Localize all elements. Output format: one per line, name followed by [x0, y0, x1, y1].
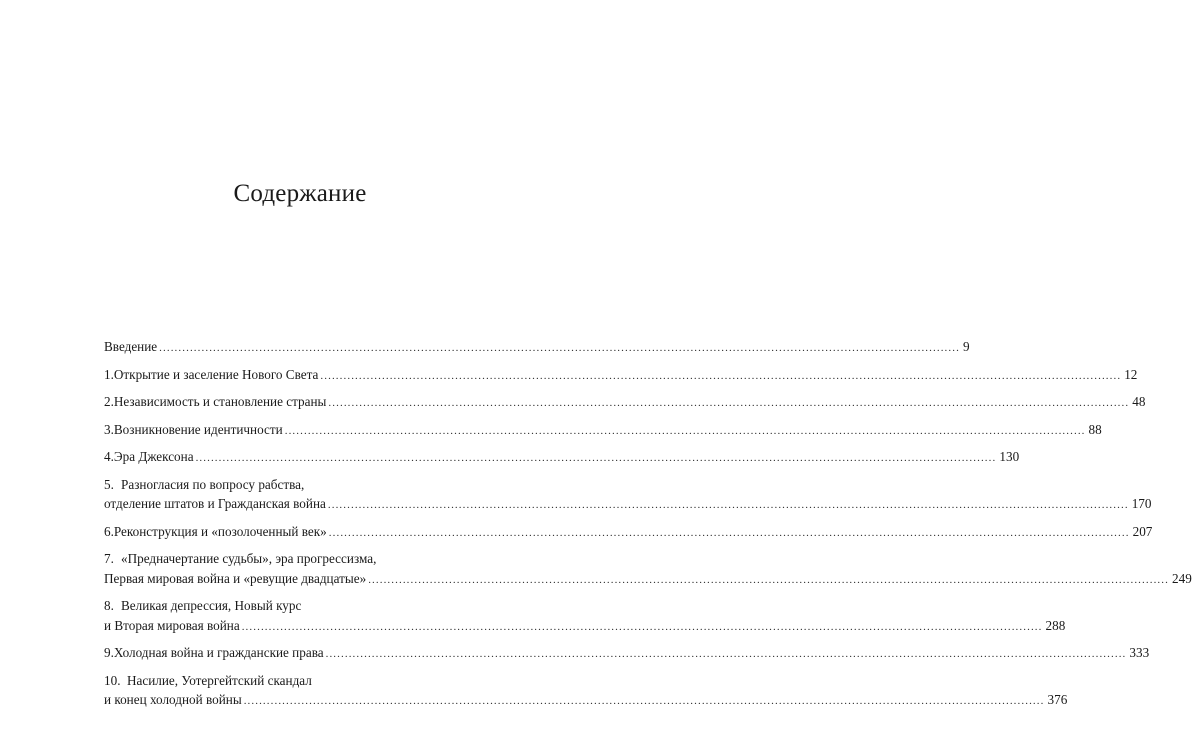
- toc-entry-title-line-2: и Вторая мировая война: [104, 617, 240, 633]
- toc-entry-title: Эра Джексона: [113, 449, 194, 464]
- toc-page-number: 333: [1129, 645, 1150, 660]
- dot-leader: ................................................................................................................................................................................................................: [325, 648, 1127, 660]
- toc-entry-title: Открытие и заселение Нового Света: [113, 366, 319, 382]
- dot-leader: ................................................................................................................................................................................................................: [195, 452, 997, 464]
- toc-chapter-number: 1.: [104, 366, 114, 382]
- toc-chapter-number: 4.: [104, 449, 114, 464]
- toc-entry-title-line-2: отделение штатов и Гражданская война: [104, 496, 326, 511]
- toc-chapter-number: 3.: [104, 421, 114, 437]
- dot-leader: ................................................................................................................................................................................................................: [327, 499, 1129, 511]
- toc-entry-title: Холодная война и гражданские права: [113, 645, 324, 660]
- toc-entry-chapter-10[interactable]: [104, 671, 1068, 710]
- dot-leader: ................................................................................................................................................................................................................: [320, 369, 1122, 382]
- toc-chapter-number: 9.: [104, 645, 114, 660]
- dot-leader: ................................................................................................................................................................................................................: [159, 342, 960, 354]
- toc-page-number: 9: [962, 339, 970, 354]
- toc-page-number: 249: [1172, 570, 1192, 586]
- toc-entry-chapter-7[interactable]: [104, 549, 1192, 588]
- dot-leader: ................................................................................................................................................................................................................: [328, 526, 1130, 539]
- toc-entry-chapter-8[interactable]: [104, 596, 1066, 635]
- dot-leader: ................................................................................................................................................................................................................: [241, 620, 1043, 633]
- toc-page-number: 48: [1132, 394, 1146, 409]
- toc-chapter-number: 7.: [104, 551, 114, 566]
- toc-entry-introduction[interactable]: [104, 337, 970, 357]
- toc-chapter-number: 5.: [104, 476, 114, 492]
- toc-entry-title-line-2: и конец холодной войны: [104, 692, 242, 707]
- toc-page-number: 207: [1132, 523, 1153, 539]
- toc-entry-chapter-4[interactable]: [104, 447, 1020, 467]
- toc-entry-chapter-9[interactable]: [104, 643, 1150, 663]
- toc-entry-title-line-1: «Предначертание судьбы», эра прогрессизма,: [121, 551, 377, 566]
- dot-leader: ................................................................................................................................................................................................................: [284, 424, 1086, 437]
- toc-page-number: 288: [1045, 617, 1066, 633]
- toc-entry-chapter-2[interactable]: [104, 392, 1146, 412]
- toc-page-number: 88: [1088, 421, 1102, 437]
- toc-entry-title: Возникновение идентичности: [113, 421, 283, 437]
- toc-page-number: 12: [1124, 366, 1138, 382]
- toc-entry-chapter-5[interactable]: [104, 475, 1152, 514]
- page-title: Содержание: [233, 180, 367, 207]
- toc-chapter-number: 8.: [104, 598, 114, 613]
- toc-entry-title: Независимость и становление страны: [113, 394, 327, 409]
- toc-entry-title: Введение: [104, 339, 158, 354]
- dot-leader: ................................................................................................................................................................................................................: [368, 573, 1169, 586]
- table-of-contents: [104, 337, 1192, 710]
- toc-chapter-number: 2.: [104, 394, 114, 409]
- toc-entry-title-line-1: Насилие, Уотергейтский скандал: [127, 672, 312, 688]
- dot-leader: ................................................................................................................................................................................................................: [243, 695, 1045, 707]
- toc-entry-title: Реконструкция и «позолоченный век»: [113, 523, 327, 539]
- toc-entry-chapter-6[interactable]: [104, 522, 1153, 542]
- toc-chapter-number: 10.: [104, 672, 121, 688]
- toc-page-number: 376: [1047, 692, 1068, 707]
- toc-entry-title-line-2: Первая мировая война и «ревущие двадцатые»: [104, 570, 367, 586]
- toc-entry-title-line-1: Великая депрессия, Новый курс: [121, 598, 302, 613]
- toc-page-number: 170: [1131, 496, 1152, 511]
- toc-entry-chapter-3[interactable]: [104, 420, 1102, 440]
- toc-entry-chapter-1[interactable]: [104, 365, 1138, 385]
- toc-page-number: 130: [999, 449, 1020, 464]
- toc-chapter-number: 6.: [104, 523, 114, 539]
- toc-entry-title-line-1: Разногласия по вопросу рабства,: [121, 476, 305, 492]
- dot-leader: ................................................................................................................................................................................................................: [328, 397, 1130, 409]
